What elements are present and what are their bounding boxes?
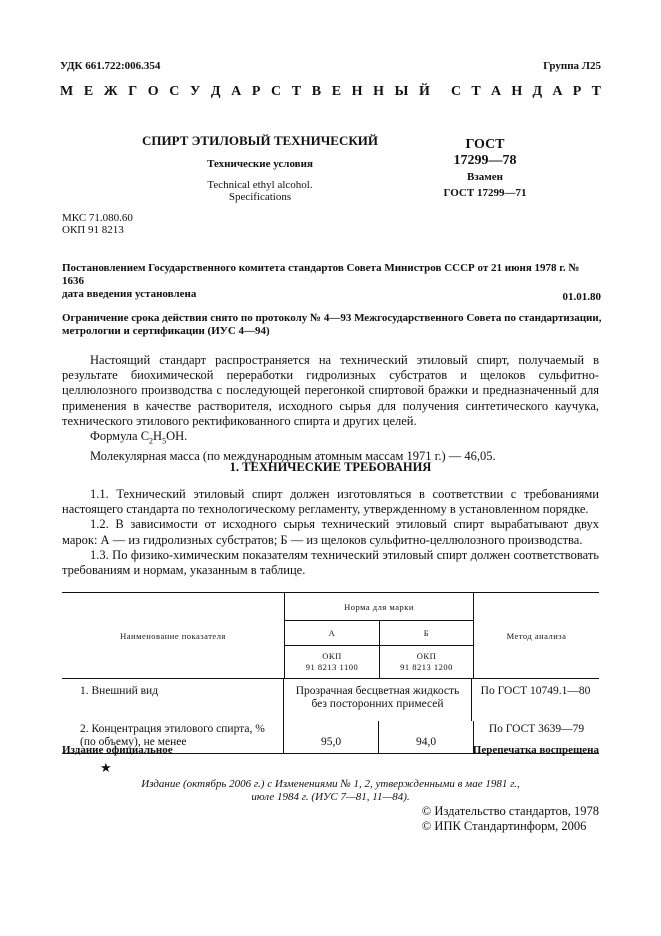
header-method: Метод анализа — [506, 630, 567, 641]
edition-line2: июле 1984 г. (ИУС 7—81, 11—84). — [251, 791, 410, 803]
copyright-2006: © ИПК Стандартинформ, 2006 — [421, 819, 587, 833]
banner-letter: Т — [591, 84, 601, 99]
banner-letter: Д — [532, 84, 543, 99]
gost-number: 17299—78 — [453, 153, 517, 168]
header-grade-b: Б — [423, 628, 430, 638]
banner-letter: С — [169, 84, 180, 99]
restriction-note — [62, 312, 602, 338]
banner-letter: А — [231, 84, 242, 99]
row1-method: По ГОСТ 10749.1—80 — [480, 685, 591, 697]
banner-letter: В — [311, 84, 322, 99]
okp-label-a: ОКП — [322, 651, 342, 661]
replaces-gost: ГОСТ 17299—71 — [443, 187, 527, 199]
decree-line1: Постановлением Государственного комитета стандартов Совета Министров СССР от 21 июня 1978 г. № 1636 — [62, 262, 580, 287]
document-title: СПИРТ ЭТИЛОВЫЙ ТЕХНИЧЕСКИЙ — [141, 133, 379, 148]
interstate-standard-banner — [60, 84, 601, 100]
banner-word-1 — [60, 84, 430, 100]
banner-letter: Ы — [394, 84, 409, 99]
intro-paragraph: Настоящий стандарт распространяется на технический этиловый спирт, получаемый в результате биохимической переработки гидролизных субстратов и щелоков сульфитно-целлюлозного производства с последующей перегонкой спиртовой бражки и предназначенный для применения в качестве растворителя, исходного сырья для получения синтетического каучука, технического этилового ректификованного спирта и других целей. — [62, 353, 599, 428]
english-title-line1: Technical ethyl alcohol. — [207, 179, 313, 191]
okp-code-b: 91 8213 1200 — [400, 662, 453, 672]
clause-1-3: 1.3. По физико-химическим показателям технический этиловый спирт должен соответствовать требованиям и нормам, указанным в таблице. — [62, 547, 599, 578]
banner-letter: Н — [511, 84, 523, 99]
banner-letter: Д — [210, 84, 221, 99]
udk-code: УДК 661.722:006.354 — [60, 60, 161, 72]
copyright-block — [422, 804, 599, 834]
effective-date: 01.01.80 — [562, 291, 601, 303]
english-title — [100, 179, 420, 203]
chemical-formula — [62, 429, 599, 449]
header-indicator: Наименование показателя — [120, 630, 226, 641]
star-icon: ★ — [100, 760, 112, 775]
section-heading: 1. ТЕХНИЧЕСКИЕ ТРЕБОВАНИЯ — [229, 460, 432, 474]
formula-end: OH. — [166, 429, 188, 444]
banner-letter: М — [60, 84, 74, 99]
decree — [62, 262, 602, 301]
molecular-mass: Молекулярная масса (по международным атомным массам 1971 г.) — 46,05. — [90, 448, 496, 463]
clause-1-2: 1.2. В зависимости от исходного сырья технический этиловый спирт вырабатывают двух марок: А — из гидролизных субстратов; Б — из щелоков сульфитно-целлюлозного производства. — [62, 517, 599, 547]
okp-code: ОКП 91 8213 — [62, 224, 124, 236]
formula-mid: H — [153, 429, 163, 444]
banner-letter: Е — [83, 84, 94, 99]
banner-letter: Н — [351, 84, 363, 99]
table-header — [62, 593, 599, 679]
copyright-1978: © Издательство стандартов, 1978 — [421, 804, 599, 818]
banner-letter: О — [147, 84, 159, 99]
table-row — [62, 679, 599, 721]
official-edition: Издание официальное — [62, 744, 173, 756]
row2-method: По ГОСТ 3639—79 — [488, 723, 585, 735]
row2-value-a: 95,0 — [284, 721, 379, 753]
title-block — [100, 133, 420, 203]
gost-number-block — [420, 137, 550, 199]
restriction-line2: метрологии и сертификации (ИУС 4—94) — [62, 325, 270, 337]
section-body — [62, 487, 599, 578]
decree-line2: дата введения установлена — [62, 288, 197, 300]
banner-letter: А — [490, 84, 502, 99]
banner-letter: У — [190, 84, 201, 99]
group-code: Группа Л25 — [543, 60, 601, 72]
replaces-label: Взамен — [467, 171, 503, 183]
edition-line1: Издание (октябрь 2006 г.) с Изменениями № 1, 2, утвержденными в мае 1981 г., — [141, 778, 520, 790]
header-norm: Норма для марки — [344, 601, 414, 612]
banner-letter: Н — [373, 84, 385, 99]
formula-label: Формула C — [90, 429, 150, 444]
banner-letter: Г — [128, 84, 138, 99]
english-title-line2: Specifications — [228, 191, 292, 203]
banner-letter: С — [451, 84, 462, 99]
formula-sub-2: 5 — [162, 436, 167, 446]
header-grade-a: А — [328, 628, 336, 638]
row1-indicator: 1. Внешний вид — [80, 685, 159, 697]
requirements-table — [62, 592, 599, 754]
gost-label: ГОСТ — [465, 137, 505, 152]
edition-note — [62, 778, 599, 804]
formula-sub-1: 2 — [149, 436, 154, 446]
restriction-line1: Ограничение срока действия снято по протоколу № 4—93 Межгосударственного Совета по стандартизации, — [62, 312, 602, 324]
banner-word-2 — [451, 84, 601, 100]
row2-value-b: 94,0 — [379, 721, 474, 753]
intro-section — [62, 353, 599, 464]
banner-letter: Т — [291, 84, 302, 99]
clause-1-1: 1.1. Технический этиловый спирт должен изготовляться в соответствии с требованиями настоящего стандарта по технологическому регламенту, утвержденному в установленном порядке. — [62, 487, 599, 517]
mks-code: МКС 71.080.60 — [62, 212, 133, 224]
banner-letter: Ж — [103, 84, 118, 99]
classification-codes — [62, 212, 133, 236]
banner-letter: С — [271, 84, 282, 99]
banner-letter: Р — [251, 84, 261, 99]
reprint-prohibited: Перепечатка воспрещена — [472, 744, 599, 756]
row2-indicator: 2. Концентрация этилового спирта, % (по объему), не менее — [80, 723, 265, 748]
banner-letter: Р — [572, 84, 582, 99]
okp-code-a: 91 8213 1100 — [305, 662, 359, 672]
okp-label-b: ОКП — [416, 651, 437, 661]
banner-letter: Е — [331, 84, 342, 99]
banner-letter: Т — [471, 84, 481, 99]
document-subtitle: Технические условия — [207, 158, 313, 170]
banner-letter: А — [552, 84, 563, 99]
banner-letter: Й — [419, 84, 430, 99]
row1-value: Прозрачная бесцветная жидкость без посторонних примесей — [284, 679, 472, 721]
